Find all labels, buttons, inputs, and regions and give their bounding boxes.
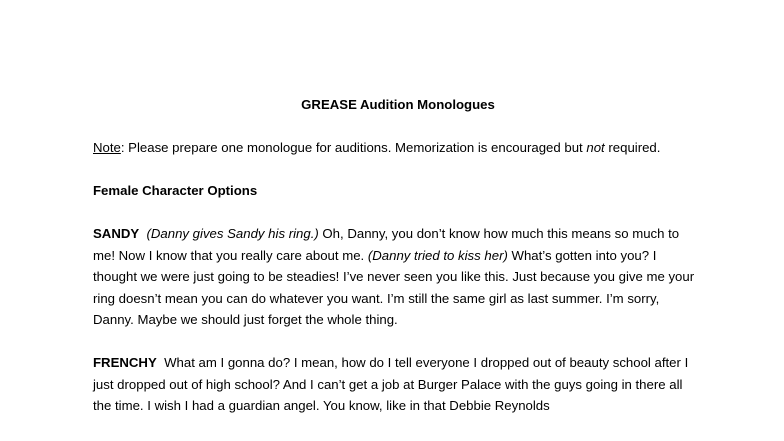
note-text-before: : Please prepare one monologue for auditions. Memorization is encouraged but <box>120 140 587 155</box>
stage-direction-1: (Danny gives Sandy his ring.) <box>146 226 319 241</box>
monologue-text-2: What’s gotten into you? I thought we were just going to be steadies! I’ve never seen you like this. Just because you give me your ring doesn’t mean you can do whatever you want. I’m still the same girl as last summer. I’m sorry, Danny. Maybe we should just forget the whole thing. <box>93 247 695 327</box>
document-title: GREASE Audition Monologues <box>301 97 495 112</box>
document-content <box>93 94 703 438</box>
note-text-after: required. <box>604 140 661 155</box>
monologue-frenchy <box>93 352 703 417</box>
character-name-frenchy: FRENCHY <box>93 355 157 370</box>
note-paragraph <box>93 137 703 159</box>
stage-direction-2: (Danny tried to kiss her) <box>367 247 508 263</box>
monologue-text-1: Oh, Danny, you don’t know how much this means so much to me! Now I know that you really care about me. <box>93 226 680 263</box>
monologue-sandy <box>93 223 703 331</box>
note-label: Note <box>93 140 121 155</box>
section-heading: Female Character Options <box>93 183 258 198</box>
monologue-text-frenchy: What am I gonna do? I mean, how do I tell everyone I dropped out of beauty school after I just dropped out of high school? And I can’t get a job at Burger Palace with the guys going in there all the time. I wish I had a guardian angel. You know, like in that Debbie Reynolds <box>93 355 689 413</box>
character-name-sandy: SANDY <box>93 226 140 241</box>
note-emphasis: not <box>586 140 605 155</box>
